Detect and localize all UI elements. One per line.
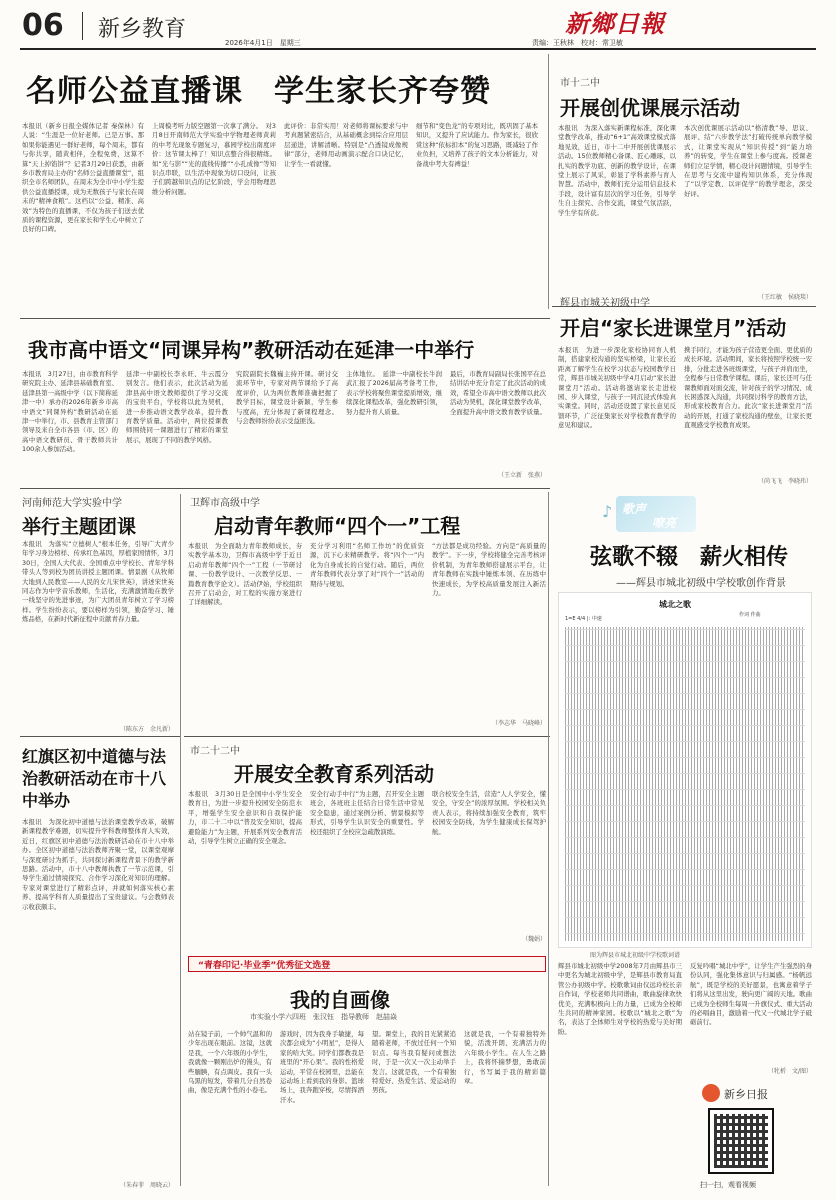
score-caption: 图为辉县市城北初级中学校歌词谱 — [590, 952, 681, 959]
creative-class-headline: 开展创优课展示活动 — [560, 96, 740, 120]
song-banner-top: 歌声 — [622, 502, 647, 516]
parents-headline: 开启“家长进课堂月”活动 — [560, 316, 787, 340]
hnsd-byline: （陈东方 余凡新） — [119, 726, 174, 733]
qr-scan-text: 扫一扫，观看视频 — [700, 1181, 756, 1189]
safety-col3: 联合校安全生活，营造“人人学安全，懂安全，守安全”的浓厚氛围。学校相关负责人表示，将持续加强安全教育，筑牢校园安全防线，为学生健康成长保驾护航。 — [432, 790, 546, 836]
qr-code[interactable] — [708, 1108, 774, 1174]
lead-headline: 名师公益直播课 学生家长齐夸赞 — [26, 74, 491, 109]
score-title: 城北之歌 — [659, 600, 691, 609]
tongke-headline: 我市高中语文“同课异构”教研活动在延津一中举行 — [28, 338, 475, 362]
score-staff — [565, 627, 805, 941]
safety-kicker: 市二十二中 — [190, 746, 240, 757]
essay-banner: “青春印记·毕业季”优秀征文选登 — [198, 961, 331, 971]
parents-col1: 本报讯 为进一步深化家校协同育人机制，搭建家校沟通的坚实桥梁，让家长近距离了解学生在校学习状态与校园教学日常，辉县市城关初级中学4月启动“家长进课堂月”活动。活动将邀请家长走进校园、步入课堂，与孩子一同沉浸式体验真实课堂。同时，活动还设置了家长意见反馈环节，广泛征集家长对学校教育教学的意见和建议。 — [558, 346, 676, 430]
song-subhead: ——辉县市城北初级中学校歌创作背景 — [616, 578, 786, 589]
lead-col4: 细节和“变色龙”的专项对比，既巩固了基本知识，又提升了应试能力。作为家长，很欣赏这种“依标扣本”的复习思路，既减轻了作业负担，又培养了孩子的文本分析能力，对备战中考大有裨益！ — [416, 122, 538, 168]
safety-col1: 本报讯 3月30日是全国中小学生安全教育日，为进一步提升校园安全防范水平，增强学生安全意识和自我保护能力，市二十二中以“普及安全知识，提高避险能力”为主题，开展系列安全教育活动，引导学生树立正确的安全观念。 — [188, 790, 302, 846]
header-editors: 责编：王秋林 校对：常卫敏 — [532, 39, 623, 47]
hongqi-body: 本报讯 为深化初中道德与法治课堂教学改革，破解新课程教学难题，切实提升学科教师整体育人实效，近日，红旗区初中道德与法治教研活动在市十八中举办。全区初中道德与法治教师齐聚一堂，以课堂观摩与深度研讨为抓手，共同探讨新课程背景下的教学新思路。活动中，市十八中教师执教了一节示范课，引导学生通过情境探究、合作学习深化对知识的理解。专家对课堂进行了精彩点评，并就如何落实核心素养、提高学科育人质量提出了宝贵建议。与会教师表示收获颇丰。 — [22, 818, 174, 911]
app-name: 新乡日报 — [724, 1088, 768, 1101]
weihui-byline: （李志华 马晓峰） — [491, 720, 546, 727]
section-title: 新乡教育 — [98, 17, 187, 42]
hnsd-headline: 举行主题团课 — [22, 516, 137, 538]
creative-class-byline: （王红敏 侯晓琰） — [757, 294, 812, 301]
song-byline: （牝析 文/图） — [767, 1068, 812, 1075]
parents-kicker: 辉县市城关初级中学 — [560, 298, 650, 309]
tongke-col5: 最后，市教育局副局长张国平在总结讲话中充分肯定了此次活动的成效，希望全市高中语文教师以此次活动为契机，深化课堂教学改革，全面提升高中语文教育教学质量。 — [450, 370, 546, 416]
song-col2: 反复吟唱“城北中学”，让学生产生强烈的身份认同，强化集体意识与归属感。“杨帆远航”，既是学校的美好愿景，也寓意着学子们将从这里出发，驶向更广阔的天地。歌曲已成为全校师生每周一升旗仪式、重大活动的必唱曲目，激励着一代又一代城北学子砥砺前行。 — [690, 962, 812, 1027]
tongke-col4: 主体地位。 延津一中副校长牛润武汇报了2026届高考备考工作，表示学校将聚焦课堂提质增效，继续深化课程改革，强化教研引领，努力提升育人质量。 — [346, 370, 442, 416]
score-credit: 作词 作曲 — [739, 612, 761, 618]
score-meta: 1=E 4/4 |: 中速 — [565, 616, 602, 622]
parents-byline: （尚飞飞 李晓玮） — [757, 478, 812, 485]
tongke-byline: （王立新 张燕） — [497, 472, 546, 479]
safety-byline: （魏娟） — [521, 936, 546, 943]
creative-class-col2: 本次创优课展示活动以“格清教”导、思议、展评、结“六步教学法”打破传统单向教学模式，让课堂实现从“知识传授”到“能力培养”的转变，学生在课堂上参与度高。授课老师们立足学情，精心设计问题情境，引导学生在思考与交流中建构知识体系，充分体现了“以学定教、以评促学”的教学理念，深受好评。 — [684, 124, 812, 198]
creative-class-kicker: 市十二中 — [560, 78, 600, 89]
header-date: 2026年4月1日 星期三 — [225, 39, 301, 47]
essay-author: 市实验小学六四班 张汉钰 指导教师 赵喆焱 — [250, 1013, 397, 1021]
essay-title: 我的自画像 — [290, 988, 390, 1012]
hnsd-kicker: 河南师范大学实验中学 — [22, 498, 122, 509]
song-headline: 弦歌不辍 薪火相传 — [590, 545, 789, 570]
weihui-kicker: 卫辉市高级中学 — [190, 498, 260, 509]
song-col1: 辉县市城北初级中学2008年7月由辉县市三中更名为城北初级中学，是辉县市教育局直管公办初级中学。校歌歌词由仪远玲校长亲自作词，学校老师共同谱曲，歌曲旋律欢快优美，充满积极向上的力量，已成为全校师生共同的精神家园。校歌以“城北之歌”为名，表达了全体师生对学校的热爱与美好期盼。 — [558, 962, 682, 1036]
creative-class-col1: 本报讯 为深入落实新课程标准，深化课堂教学改革，推动“6+1”高效课堂模式落地见效，近日，市十二中开展创优课展示活动。15位教师精心备课、匠心雕琢，以扎实的教学功底、创新的教学设计，在课堂上展示了风采，彰显了学科素养与育人智慧。活动中，教师们充分运用信息技术手段，设计富有层次的学习任务，引导学生自主探究、合作交流，课堂气氛活跃，学生学有所获。 — [558, 124, 676, 217]
tongke-col1: 本报讯 3月27日，由市教育科学研究院主办、延津县基础教育室、延津县第一高级中学（以下简称延津一中）承办的2026年新乡市高中语文“同课异构”教研活动在延津一中举行，市、县教育主管部门领导及来自全市各县（市、区）的高中语文教研员、骨干教师共计100余人参加活动。 — [22, 370, 118, 454]
essay-col3: 望。课堂上，我的目光紧紧追随着老师，不放过任何一个知识点。每当我有疑问或想法时，于是一次又一次主动举手发言。这就是我，一个有着独特爱好、热爱生活、爱运动的男孩。 — [372, 1030, 456, 1095]
lead-col1: 本报讯（新乡日报全媒体记者 秦保林）有人说：“生涯是一位好老师。已是万事。那如果你能遇见一群好老师，每个周末，都有与你共享，随黄相伴，全程免费，这算不算“天上掉馅饼”？记者3月29日获悉，由新乡市教育局主办的“名师公益直播课堂”，组织全市名师团队，在周末为全市中小学生提供公益直播授课，成为无数孩子与家长在周末的“精神食粮”。这档以“公益、精准、高效”为特色的直播课，不仅为孩子们送去优质的课程资源，更在家长和学生心中树立了良好的口碑。 — [22, 122, 144, 234]
essay-col4: 这就是我，一个有着独特外貌，活泼开朗、充满活力的六年级小学生。在人生之路上，我将怀揣梦想，勇敢前行，书写属于我的精彩篇章。 — [464, 1030, 546, 1086]
masthead-logo: 新鄉日報 — [565, 9, 665, 38]
song-score — [558, 592, 812, 948]
hnsd-body: 本报讯 为落实“立德树人”根本任务，引导广大青少年学习身边榜样、传承红色基因，厚植家国情怀，3月30日，全国人大代表、全国重点中学校长、青年学科带头人等到校为团员讲授主题团课。情景剧《从牧师大地到人民教室——人民的女儿宋世英》，讲述宋世英同志作为中学音乐教师，生活化，充满激情地在教学一线坚守的先进事迹，为广大团员青年树立了学习榜样。学生纷纷表示，要以榜样为引领，勤奋学习、锤炼品格，在新时代新征程中贡献青春力量。 — [22, 540, 174, 624]
weihui-col3: “方法都是成功经验。方向是“高质量的教学”。下一步，学校将健全完善考核评价机制，为青年教师搭建展示平台，让青年教师在实践中锤炼本领、在历练中快速成长，为学校高质量发展注入新活力。 — [432, 542, 546, 598]
page-number: 06 — [22, 8, 64, 43]
essay-col2: 游戏时，因为我身手敏捷，每次都会成为“小明星”，是得人家的哈大笑。同学们都教我是班里的“开心果”。我的性格爱运动，平常在校园里，总能在运动场上看到我的身影。篮球场上，我奔跑穿梭，尽情挥洒汗水。 — [280, 1030, 364, 1104]
parents-col2: 携手同行，才能为孩子营造更全面、更优质的成长环境。活动期间，家长将按照学校统一安排，分批走进各班级课堂，与孩子并肩而坐，全程参与日常教学课程。课后，家长还可与任课教师面对面交流，针对孩子的学习情况、成长困惑深入沟通，共同探讨科学的教育方法，形成家校教育合力。此次“家长进课堂月”活动的开展，打通了家校沟通的壁垒，让家长更直观感受学校教育成果。 — [684, 346, 812, 430]
lead-col2: 上周模考听力版空题第一次拿了满分。 对3月8日开南师范大学实验中学物理老师黄莉的中考光现象专题复习，慕园学校出南度评价：这节课太棒了！知识点整合得很精练。如“光与影”“光的直线传播”“小孔成像”等知识点串联，以生活中现象为切口设问，让孩子们跨越知识点的记忆阶段，学会用物理思维分析问题。 — [152, 122, 276, 196]
song-banner-bottom: 嘹亮 — [652, 516, 677, 530]
lead-col3: 此评价：非常实用！对老师将课标要求与中考真题紧密结合，从基础概念到综合应用层层递进，讲解清晰。特别是“凸透镜成像规律”部分，老师用动画演示配合口诀记忆，让学生一看就懂。 — [284, 122, 408, 168]
safety-col2: 安全行动手中行”为主题，召开安全主题班会，各班班主任结合日常生活中常见安全隐患，通过案例分析、情景模拟等形式，引导学生认识安全的重要性。学校还组织了全校应急疏散演练。 — [310, 790, 424, 836]
weihui-col2: 充分学习利用“名师工作坊”的优质资源，沉下心来精研教学。将“四个一”内化为自身成长的自觉行动。随后，两位青年教师代表分享了对“四个一”活动的期待与规划。 — [310, 542, 424, 588]
hongqi-headline: 红旗区初中道德与法治教研活动在市十八中举办 — [22, 747, 167, 810]
tongke-col2: 延津一中副校长李永旺、牛云霞分别发言。他们表示，此次活动为延津县高中语文教师提供了学习交流的宝贵平台，学校将以此为契机，进一步推动语文教学改革，提升教育教学质量。活动中，两位授课教师围绕同一课题进行了精彩的课堂展示，展现了不同的教学风格。 — [126, 370, 228, 444]
tongke-col3: 究院副院长魏巍主持开课。研讨交流环节中，专家对两节课给予了高度评价，认为两位教师准确把握了教学目标，课堂设计新颖，学生参与度高，充分体现了新课程理念。与会教师纷纷表示受益匪浅。 — [236, 370, 338, 426]
safety-headline: 开展安全教育系列活动 — [234, 762, 434, 786]
weihui-col1: 本报讯 为全面助力青年教师成长，夯实教学基本功，卫辉市高级中学于近日启动青年教师“四个一”工程（一节研讨课、一份教学设计、一次教学反思、一篇教育教学论文）。活动伊始，学校组织召开了启动会，对工程的实施方案进行了详细解读。 — [188, 542, 302, 607]
hongqi-byline: （朱春菲 周晓云） — [119, 1182, 174, 1189]
music-note-icon: ♪ — [602, 502, 613, 521]
app-logo-icon — [702, 1084, 720, 1102]
essay-col1: 站在镜子前，一个帅气温和的少年出现在眼前。这镜，这就是我，一个六年级的小学生，我就像一颗刚出炉的馒头，有些腼腆，有点调皮。我有一头乌黑的短发，带着几分自然卷曲，像是充满个性的小卷毛。 — [188, 1030, 272, 1095]
weihui-headline: 启动青年教师“四个一”工程 — [214, 514, 461, 538]
